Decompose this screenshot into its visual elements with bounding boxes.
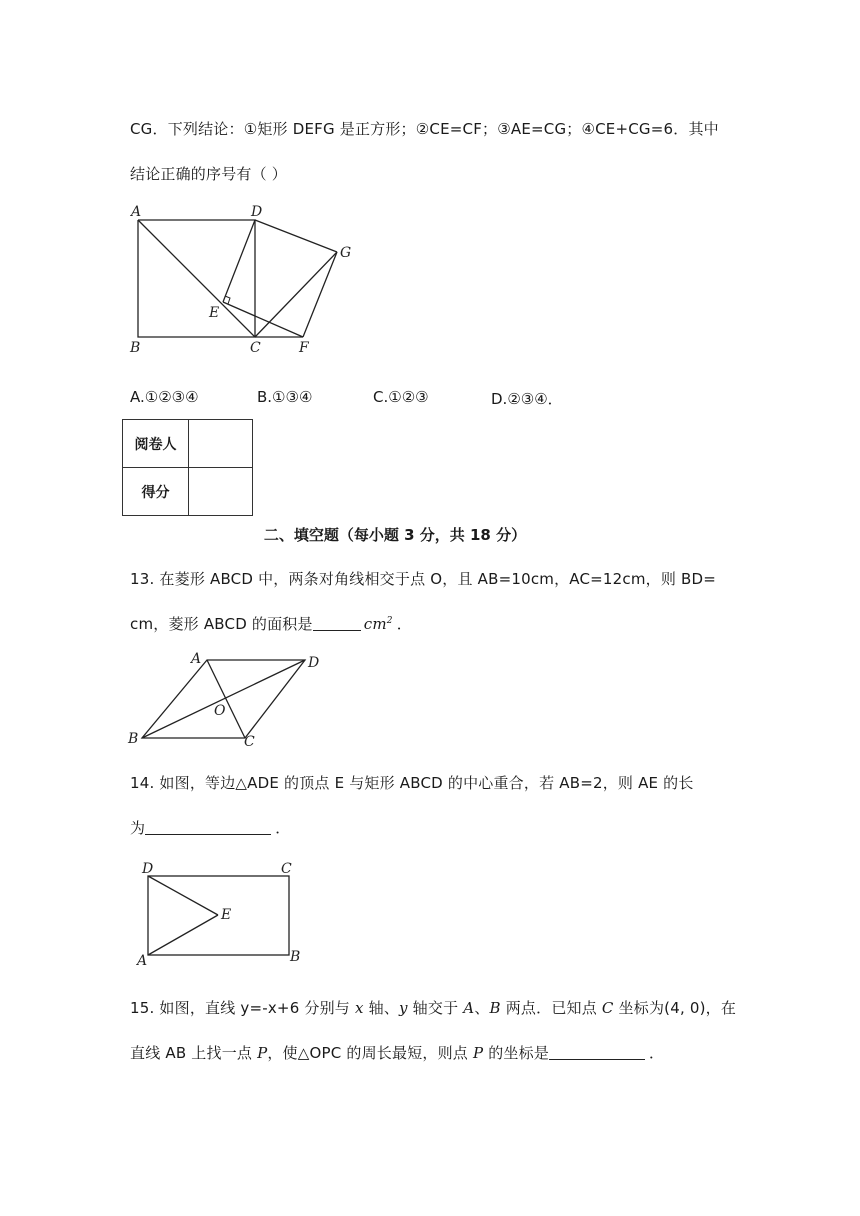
q12-label-c: C [250,340,261,356]
q12-option-c: C.①②③ [373,388,429,406]
q15-var-p: P [257,1044,268,1062]
q15-l2-b: ，使△OPC 的周长最短，则点 [267,1044,473,1062]
q14-text-line1: 14. 如图，等边△ADE 的顶点 E 与矩形 ABCD 的中心重合，若 AB=2，则 AE 的长 [130,774,694,792]
q14-label-e: E [221,907,232,923]
q14-label-a: A [137,953,148,969]
q15-l1-f: 坐标为(4, 0)，在 [613,999,737,1017]
q15-l2-c: 的坐标是 [483,1044,550,1062]
q14-line2-text: 为 [130,819,146,837]
q15-var-c: C [601,999,614,1017]
q13-answer-blank [313,615,361,631]
q14-line2-end: ． [275,819,291,837]
q15-text-line2 [130,1042,664,1063]
section-title: 二、填空题（每小题 3 分，共 18 分） [263,526,527,544]
q15-var-b: B [489,999,501,1017]
q13-line2-text: cm，菱形 ABCD 的面积是 [130,615,313,633]
score-table [122,419,253,516]
q14-label-c: C [281,861,292,877]
q13-label-d: D [308,655,320,671]
q15-l1-a: 15. 如图，直线 y=-x+6 分别与 [130,999,355,1017]
q13-label-o: O [214,703,226,719]
q14-label-d: D [142,861,154,877]
q14-text-line2 [130,817,290,838]
q12-text-line2: 结论正确的序号有（ ） [130,165,287,183]
q13-unit-exp: 2 [386,616,393,626]
q15-var-p2: P [472,1044,484,1062]
q15-text-line1 [130,997,736,1018]
q13-label-c: C [244,734,255,750]
q15-l1-b: 轴、 [363,999,400,1017]
q12-label-e: E [209,305,220,321]
q12-option-a: A.①②③④ [130,388,199,406]
q15-var-y: y [399,999,408,1017]
q12-label-d: D [251,204,263,220]
q13-figure [125,648,335,754]
q13-line2-end: ． [396,615,412,633]
q12-label-a: A [131,204,142,220]
q15-l1-c: 轴交于 [407,999,464,1017]
q12-figure [125,200,365,360]
q15-var-a: A [463,999,475,1017]
q13-label-a: A [191,651,202,667]
reviewer-cell [189,420,253,468]
reviewer-label: 阅卷人 [123,420,189,468]
q13-label-b: B [128,731,139,747]
q12-label-f: F [299,340,309,356]
q13-text-line2 [130,613,412,634]
q12-option-d: D.②③④． [491,390,563,408]
q15-var-x: x [354,999,364,1017]
q14-answer-blank [145,819,271,835]
q15-l2-end: ． [649,1044,665,1062]
q14-figure [130,855,310,970]
q12-text-line1: CG．下列结论：①矩形 DEFG 是正方形；②CE=CF；③AE=CG；④CE+CG=6．其中 [130,120,719,138]
q13-text-line1: 13. 在菱形 ABCD 中，两条对角线相交于点 O，且 AB=10cm，AC=12cm，则 BD= [130,570,717,588]
q12-label-g: G [340,245,352,261]
q15-l2-a: 直线 AB 上找一点 [130,1044,258,1062]
q15-l1-e: 两点．已知点 [500,999,602,1017]
q12-label-b: B [130,340,141,356]
q14-label-b: B [290,949,301,965]
score-cell [189,468,253,516]
q13-unit: cm [363,615,387,633]
q15-answer-blank [549,1044,645,1060]
score-label: 得分 [123,468,189,516]
q15-l1-d: 、 [474,999,490,1017]
q12-option-b: B.①③④ [257,388,313,406]
